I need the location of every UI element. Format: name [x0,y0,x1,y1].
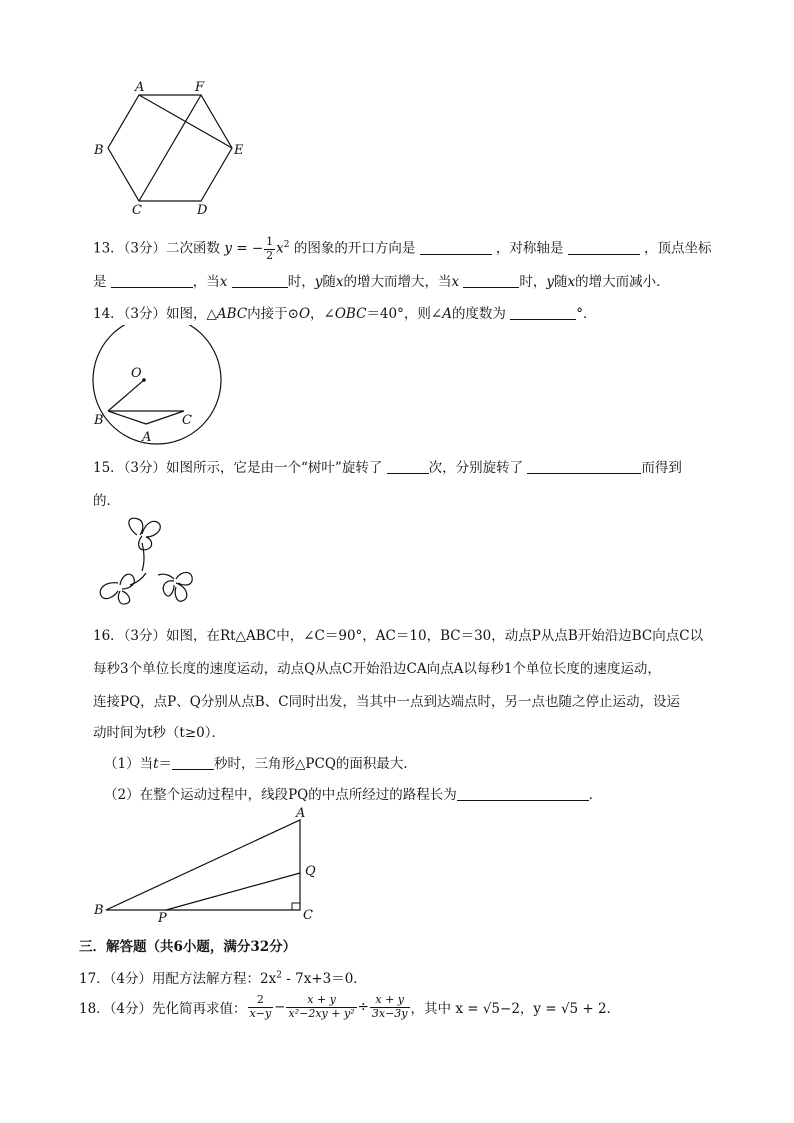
segment-PQ [166,873,300,910]
circle-O [93,325,221,444]
q16-line4: 动时间为t秒（t≥0）． [93,725,226,741]
q13-blank-vertex[interactable] [111,273,193,288]
q17-line [79,967,367,987]
triangle-figure [88,806,328,922]
q18-frac1-den: x−y [249,1006,272,1020]
q16-sub2-text-a: （2）在整个运动过程中，线段PQ的中点所经过的路程长为 [104,787,457,803]
q13-text5: ，当 [192,274,220,290]
q18-frac3-den: 3x−3y [371,1006,408,1020]
circle-figure [88,325,228,447]
segment-FC [139,95,201,201]
label-D: D [197,203,208,218]
right-angle-mark [292,903,300,910]
q18-frac3-num: x + y [370,994,410,1008]
label-A: A [142,430,152,445]
q17-rest: - 7x+3＝0． [281,971,367,987]
label-F: F [195,80,205,95]
q16-line1: 16．（3分）如图，在Rt△ABC中，∠C＝90°，AC＝10，BC＝30，动点P从点B开始沿边BC向点C以 [93,628,704,644]
q13-y1: y [314,274,323,290]
q18-frac3 [370,994,410,1020]
segment-BA [108,411,146,424]
q18-frac1-num: 2 [248,994,274,1008]
center-point [142,378,146,382]
q15-blank-times[interactable] [387,459,429,474]
q13-text1: 的图象的开口方向是 [293,240,416,257]
q13-x1: x [219,274,228,290]
q16-sub1-text-c: 秒时，三角形△PCQ的面积最大． [214,756,417,772]
q13-func-lhs: y = − [224,240,264,257]
q13-y2: y [546,274,555,290]
q15-blank-angles[interactable] [527,459,641,474]
q14-obc: OBC [334,306,367,322]
triangle-ABC [106,820,300,910]
leaf-left [100,573,146,604]
q14-o: O [298,306,311,322]
q14-line [93,302,596,322]
q18-frac2-num: x + y [286,994,356,1008]
q13-number: 13．（3分）二次函数 [93,240,221,257]
q18-line [79,994,620,1020]
q14-number: 14．（3分）如图，△ [93,306,217,322]
q14-text4: 的度数为 [451,306,506,322]
q16-sub1-text-b: ＝ [158,756,173,772]
q16-sub1 [104,752,417,772]
q13-func-x: x [276,240,284,257]
q16-sub1-t: t [153,756,159,772]
q13-text17: 的增大而减小． [575,274,670,290]
q13-frac-den: 2 [266,248,274,262]
segment-OB [108,380,144,411]
q14-text2: ，∠ [310,306,335,322]
label-Q: Q [305,864,316,879]
q13-fraction [264,236,275,262]
q13-text13: 时， [519,274,547,290]
q13-text11: 的增大而增大，当 [343,274,452,290]
q15-text2: 而得到 [641,460,682,476]
label-B: B [94,413,104,428]
q16-line2: 每秒3个单位长度的速度运动，动点Q从点C开始沿边CA向点A以每秒1个单位长度的速度运动， [93,661,661,677]
q13-frac-num: 1 [266,235,274,248]
q17-exp: 2 [276,970,282,981]
q16-sub2-text-b: ． [588,787,603,803]
q18-frac2 [286,994,356,1020]
q13-text9: 随 [322,274,336,290]
section-3-heading: 三．解答题（共6小题，满分32分） [79,939,297,955]
q16-sub2 [104,783,602,803]
q13-blank-direction[interactable] [420,240,492,255]
q14-a: A [442,306,452,322]
label-C: C [303,908,313,922]
q18-prefix: 18．（4分）先化简再求值： [79,1001,247,1018]
label-P: P [158,911,167,922]
q18-minus: − [274,999,286,1016]
q13-x3: x [451,274,460,290]
q13-line2 [93,270,670,290]
q15-line2 [93,489,120,509]
q16-line3: 连接PQ，点P、Q分别从点B、C同时出发，当其中一点到达端点时，另一点也随之停止运动，设运 [93,694,681,710]
q16-blank-path[interactable] [457,786,589,801]
q18-frac1 [248,994,274,1020]
q13-blank-decrease[interactable] [463,273,519,288]
q13-text15: 随 [554,274,568,290]
label-B: B [94,143,104,158]
q14-text5: °． [576,306,597,322]
q14-text3: ＝40°，则∠ [366,306,443,322]
segment-AC [146,411,184,424]
label-B: B [94,903,104,918]
label-A: A [296,806,306,821]
q13-blank-axis[interactable] [568,240,640,255]
q13-x4: x [567,274,576,290]
q13-text2: ，对称轴是 [495,240,564,257]
q15-number: 15．（3分）如图所示，它是由一个“树叶”旋转了 [93,460,383,476]
q18-div: ÷ [357,999,369,1016]
label-A: A [135,80,145,95]
q14-abc: ABC [216,306,248,322]
q13-text7: 时， [287,274,315,290]
q14-text1: 内接于⊙ [247,306,299,322]
label-O: O [131,366,142,381]
q13-x2: x [335,274,344,290]
q15-line1 [93,456,682,476]
q16-sub1-text-a: （1）当 [104,756,154,772]
q15-text1: 次，分别旋转了 [428,460,524,476]
label-E: E [234,143,244,158]
label-C: C [182,413,192,428]
q17-text: 17．（4分）用配方法解方程：2x [79,971,277,987]
hexagon-figure [88,76,258,221]
q18-suffix: ，其中 x = √5−2，y = √5 + 2． [410,1001,621,1018]
q16-blank-time[interactable] [172,755,214,770]
q13-line1 [93,236,712,262]
leaf-top [129,518,160,571]
leaf-right [158,572,192,601]
q13-text3: ，顶点坐标 [644,240,712,257]
q13-blank-increase[interactable] [232,273,288,288]
q13-text4: 是 [93,274,107,290]
q15-text3: 的． [93,493,120,509]
leaves-figure [92,513,204,613]
label-C: C [132,203,142,218]
q18-frac2-den: x²−2xy + y² [288,1006,355,1020]
q14-blank-angle[interactable] [510,305,576,320]
q13-exp: 2 [283,240,290,251]
